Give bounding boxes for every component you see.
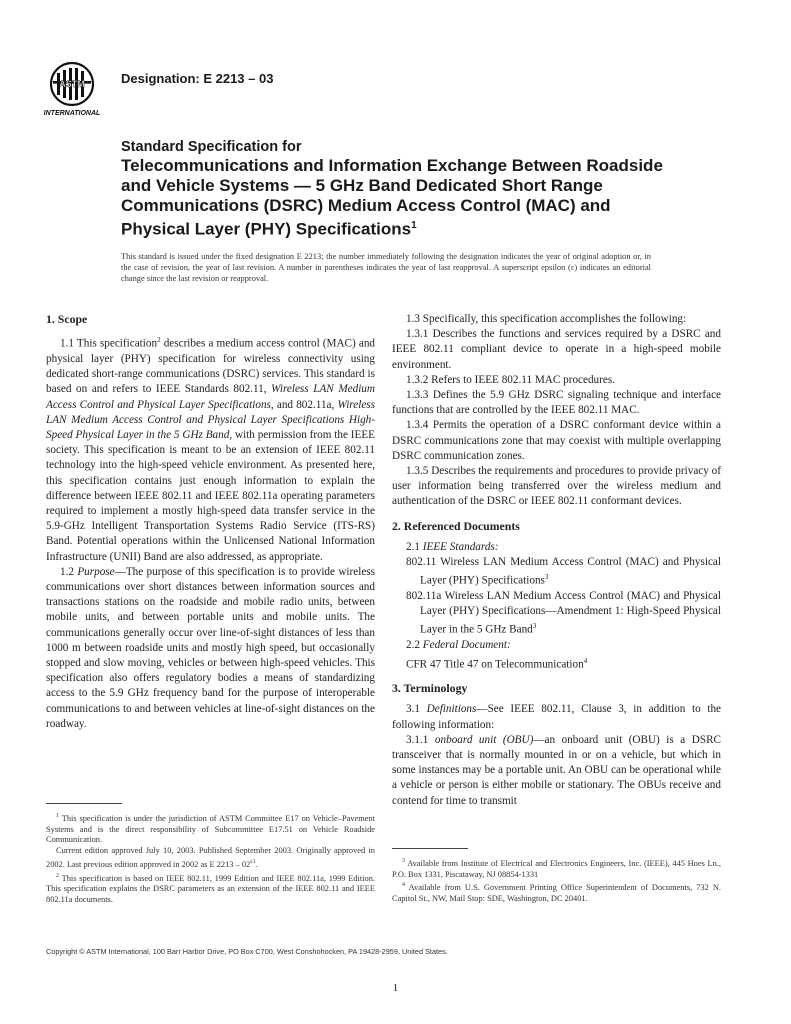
right-column — [392, 312, 721, 809]
title-line-1: Standard Specification for — [121, 139, 302, 155]
paragraph-1-3: 1.3 Specifically, this specification accomplishes the following: — [406, 313, 687, 325]
footnote-4: $^4$ Available from U.S. Government Printing Office Superintendent of Documents, 732 N. Capitol St., NW, Mail Stop: SDE, Washington, DC 20401. — [392, 882, 721, 903]
section-heading-referenced-documents: 2. Referenced Documents — [392, 518, 520, 533]
paragraph-3-1: 3.1 Definitions—See IEEE 802.11, Clause 3, in addition to the following information: — [392, 703, 722, 731]
svg-text:ASTM: ASTM — [59, 79, 85, 89]
footnote-1-edition: Current edition approved July 10, 2003. Published September 2003. Originally approved in 2002. Last previous edition approved in 2002 as E $2213 - 02^{\varepsilon 1}$. — [46, 846, 375, 869]
reference-802-11a: 802.11a Wireless LAN Medium Access Control (MAC) and Physical Layer (PHY) Specifications—Amendment 1: High-Speed Physical Layer in the 5 GHz Band$^3$ — [406, 589, 721, 637]
svg-text:INTERNATIONAL: INTERNATIONAL — [43, 110, 101, 117]
issuance-notice: This standard is issued under the fixed designation E 2213; the number immediately following the designation indicates the year of original adoption or, in the case of revision, the year of last revision. A number in parentheses indicates the year of last reapproval. A superscript epsilon (ε) indicates an editorial change since the last revision or reapproval. — [121, 252, 651, 283]
document-title — [121, 138, 681, 240]
reference-cfr-47: CFR 47 Title 47 on Telecommunication$^4$ — [406, 656, 588, 671]
section-heading-terminology: 3. Terminology — [392, 681, 468, 696]
paragraph-1-3-2: 1.3.2 Refers to IEEE 802.11 MAC procedures. — [406, 373, 615, 386]
paragraph-1-3-3: 1.3.3 Defines the 5.9 GHz DSRC signaling technique and interface functions that are controlled by the IEEE 802.11 MAC. — [392, 389, 721, 417]
section-heading-scope: 1. Scope — [46, 312, 88, 326]
paragraph-3-1-1: 3.1.1 onboard unit (OBU)—an onboard unit (OBU) is a DSRC transceiver that is normally mounted in or on a vehicle, but which in some instances may be a portable unit. An OBU can be operational while a vehicle or person is either mobile or stationary. The OBUs receive and contend for time to transmit — [392, 733, 721, 807]
copyright-notice: Copyright © ASTM International, 100 Barr Harbor Drive, PO Box C700, West Conshohocken, PA 19428-2959, United States. — [46, 947, 448, 956]
footnote-2: $^2$ This specification is based on IEEE 802.11, 1999 Edition and IEEE 802.11a, 1999 Edition. This specification explains the DSRC parameters as an extension of the IEEE 802.11 and IEEE 802.11a documents. — [46, 872, 375, 904]
reference-802-11: 802.11 Wireless LAN Medium Access Control (MAC) and Physical Layer (PHY) Specifications$^3$ — [406, 555, 721, 587]
paragraph-1-1: 1.1 This specification$^2$ describes a medium access control (MAC) and physical layer (PHY) specification for wireless connectivity using dedicated short-range communications (DSRC) services. This standard is based on and refers to IEEE Standards 802.11, Wireless LAN Medium Access Control and Physical Layer Specifications, and 802.11a, Wireless LAN Medium Access Control and Physical Layer Specifications High-Speed Physical Layer in the 5 GHz Band, with permission from the IEEE society. This specification is meant to be an extension of IEEE 802.11 technology into the high-speed vehicle environment. As presented here, this specification contains just enough information to explain the difference between IEEE 802.11 and IEEE 802.11a operating parameters required to implement a mostly high-speed data transfer service in the 5.9-GHz Intelligent Transportation Systems Radio Service (ITS-RS) Band. Potential operations within the Unlicensed National Information Infrastructure (UNII) Band are also addressed, as appropriate. — [46, 336, 376, 563]
paragraph-1-3-5: 1.3.5 Describes the requirements and procedures to provide privacy of user information being transferred over the wireless medium and authentication of the DSRC or IEEE 802.11 conformant devices. — [392, 465, 721, 508]
footnote-rule-right — [392, 848, 468, 849]
paragraph-1-2: 1.2 Purpose—The purpose of this specification is to provide wireless communications over short distances between information sources and transactions stations on the roadside and mobile radio units, between mobile units, and between portable units and mobile units. The communications generally occur over line-of-sight distances of less than 1000 m between roadside units and mostly high speed, but occasionally stopped and slow moving, vehicles or between high-speed vehicles. This specification also offers regulatory bodies a means of standardizing access to the 5.9 GHz frequency band for the purpose of interoperable communications to and between vehicles at line-of-sight distances on the roadway. — [46, 565, 375, 730]
title-footnote-ref: 1 — [411, 220, 417, 231]
footnote-rule-left — [46, 803, 122, 804]
footnote-1: $^1$ This specification is under the jurisdiction of ASTM Committee E17 on Vehicle–Pavement Systems and is the direct responsibility of Subcommittee E17.51 on Vehicle Roadside Communication. — [46, 813, 375, 845]
paragraph-1-3-1: 1.3.1 Describes the functions and services required by a DSRC and IEEE 802.11 compliant device to operate in a high-speed mobile environment. — [392, 328, 721, 371]
paragraph-1-3-4: 1.3.4 Permits the operation of a DSRC conformant device within a DSRC communications zone that may coexist with multiple overlapping DSRC communication zones. — [392, 419, 721, 462]
paragraph-2-2: 2.2 Federal Document: — [406, 639, 511, 652]
title-main: Telecommunications and Information Exchange Between Roadside and Vehicle Systems — 5 GHz Band Dedicated Short Range Communications (DSRC) Medium Access Control (MAC) and Physical Layer (PHY) Specifications — [121, 156, 663, 239]
footnotes-right — [392, 856, 721, 905]
footnotes-left — [46, 811, 375, 906]
astm-logo — [36, 58, 112, 118]
designation: Designation: E 2213 – 03 — [121, 71, 274, 86]
paragraph-2-1: 2.1 IEEE Standards: — [406, 540, 499, 553]
left-column — [46, 312, 375, 732]
footnote-3: $^3$ Available from Institute of Electrical and Electronics Engineers, Inc. (IEEE), 445 Hoes Ln., P.O. Box 1331, Piscataway, NJ 08854-1331 — [392, 858, 721, 879]
page-number: 1 — [392, 982, 399, 994]
